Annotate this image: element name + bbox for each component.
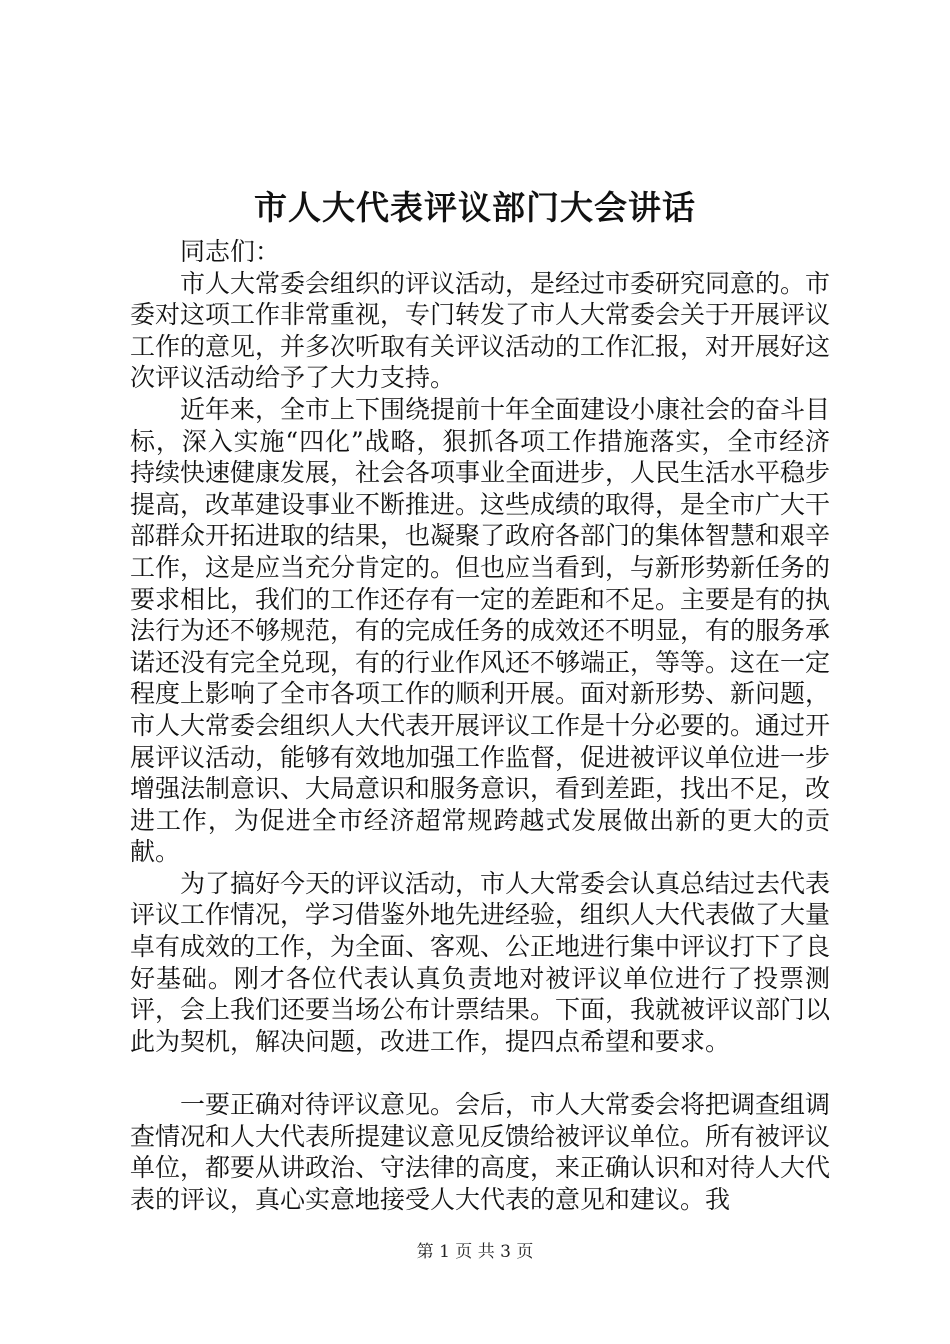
paragraph-2: 近年来，全市上下围绕提前十年全面建设小康社会的奋斗目标，深入实施“四化”战略，狠抓各项工作措施落实，全市经济持续快速健康发展，社会各项事业全面进步，人民生活水平稳步提高，改革建设事业不断推进。这些成绩的取得，是全市广大干部群众开拓进取的结果，也凝聚了政府各部门的集体智慧和艰辛工作，这是应当充分肯定的。但也应当看到，与新形势新任务的要求相比，我们的工作还存有一定的差距和不足。主要是有的执法行为还不够规范，有的完成任务的成效还不明显，有的服务承诺还没有完全兑现，有的行业作风还不够端正，等等。这在一定程度上影响了全市各项工作的顺利开展。面对新形势、新问题，市人大常委会组织人大代表开展评议工作是十分必要的。通过开展评议活动，能够有效地加强工作监督，促进被评议单位进一步增强法制意识、大局意识和服务意识，看到差距，找出不足，改进工作，为促进全市经济超常规跨越式发展做出新的更大的贡献。 [130,394,831,867]
document-body [130,236,830,1215]
page-footer: 第 1 页 共 3 页 [416,1242,534,1262]
paragraph-3: 为了搞好今天的评议活动，市人大常委会认真总结过去代表评议工作情况，学习借鉴外地先进经验，组织人大代表做了大量卓有成效的工作，为全面、客观、公正地进行集中评议打下了良好基础。刚才各位代表认真负责地对被评议单位进行了投票测评，会上我们还要当场公布计票结果。下面，我就被评议部门以此为契机，解决问题，改进工作，提四点希望和要求。 [130,868,831,1056]
salutation: 同志们： [180,237,281,266]
document-title: 市人大代表评议部门大会讲话 [254,188,696,227]
paragraph-1: 市人大常委会组织的评议活动，是经过市委研究同意的。市委对这项工作非常重视，专门转发了市人大常委会关于开展评议工作的意见，并多次听取有关评议活动的工作汇报，对开展好这次评议活动给予了大力支持。 [130,268,831,393]
paragraph-4: 一要正确对待评议意见。会后，市人大常委会将把调查组调查情况和人大代表所提建议意见反馈给被评议单位。所有被评议单位，都要从讲政治、守法律的高度，来正确认识和对待人大代表的评议，真心实意地接受人大代表的意见和建议。我 [130,1090,831,1214]
